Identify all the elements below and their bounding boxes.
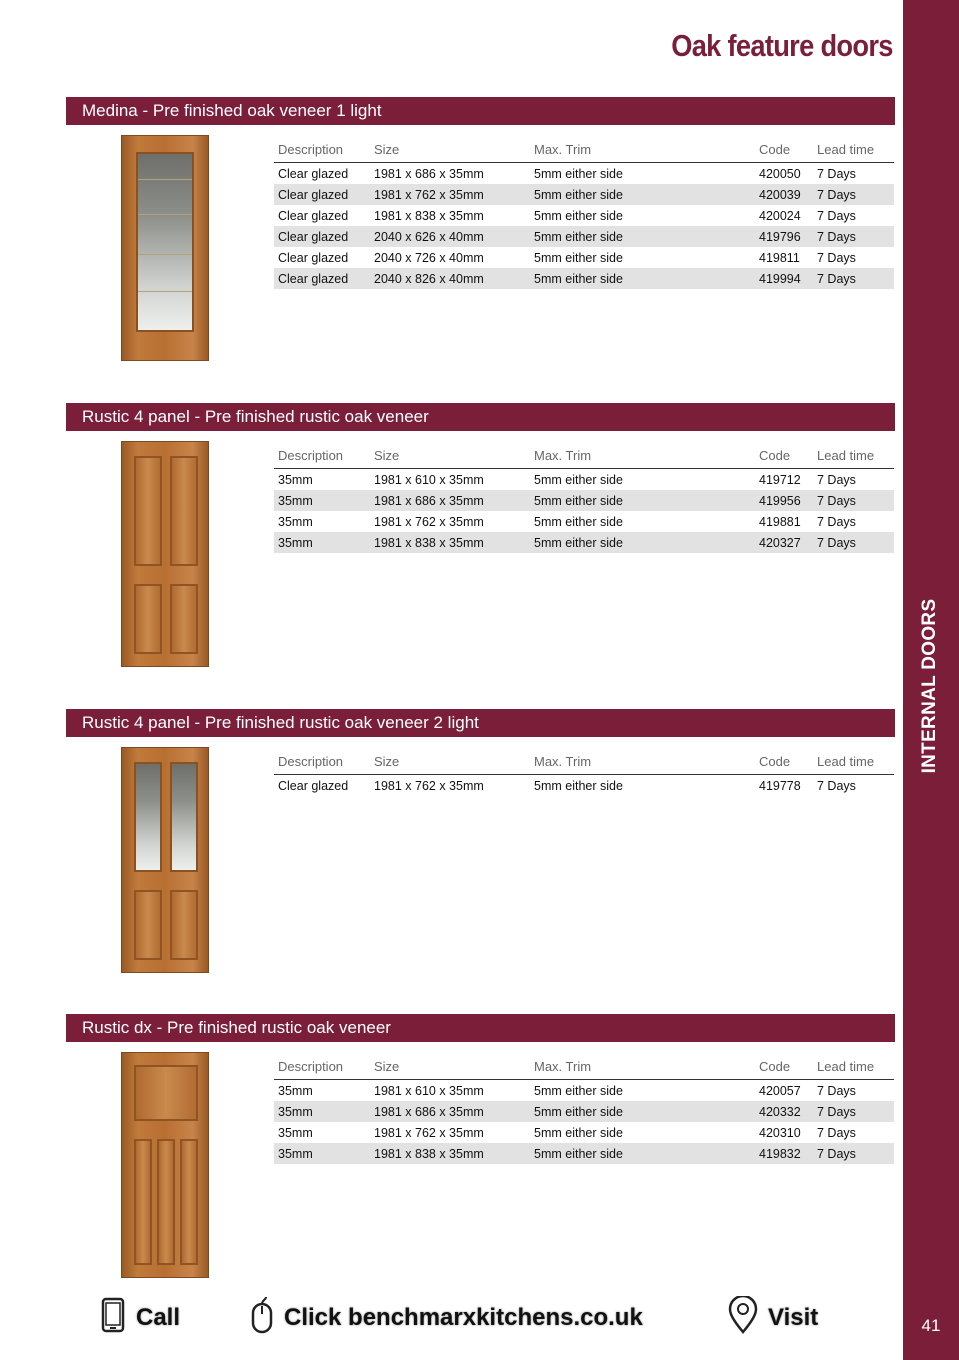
table-row — [274, 1080, 894, 1102]
door-image-medina — [121, 135, 209, 361]
cell: 5mm either side — [534, 778, 623, 793]
cell: 35mm — [274, 1101, 370, 1122]
table-row — [274, 775, 894, 797]
page-title: Oak feature doors — [671, 28, 893, 63]
cell: 7 Days — [817, 1083, 856, 1098]
table-row — [274, 247, 894, 268]
mouse-icon — [250, 1296, 274, 1341]
column-header: Code — [755, 446, 813, 469]
column-header: Description — [274, 752, 370, 775]
cell: 7 Days — [813, 184, 894, 205]
cell: 7 Days — [817, 166, 856, 181]
cell: 1981 x 762 x 35mm — [370, 184, 530, 205]
section-title: Rustic 4 panel - Pre finished rustic oak veneer 2 light — [66, 709, 895, 737]
cell: 7 Days — [817, 472, 856, 487]
table-row — [274, 1122, 894, 1143]
column-header: Lead time — [813, 1057, 894, 1080]
cell: Clear glazed — [278, 250, 349, 265]
table-row — [274, 511, 894, 532]
cell: 5mm either side — [530, 1101, 755, 1122]
column-header: Size — [370, 140, 530, 163]
table-row — [274, 532, 894, 553]
cell: 5mm either side — [534, 250, 623, 265]
cell: 35mm — [274, 490, 370, 511]
column-header: Code — [755, 140, 813, 163]
cell: 7 Days — [813, 1101, 894, 1122]
cell: 7 Days — [813, 226, 894, 247]
cell: 5mm either side — [530, 268, 755, 289]
cell: 419956 — [755, 490, 813, 511]
table-row — [274, 226, 894, 247]
table-row — [274, 1101, 894, 1122]
cell: 5mm either side — [530, 184, 755, 205]
cell: 419778 — [759, 778, 801, 793]
cell: 5mm either side — [534, 1125, 623, 1140]
cell: 5mm either side — [534, 208, 623, 223]
product-section-rustic-dx — [66, 1014, 895, 1161]
column-header: Description — [274, 1057, 370, 1080]
table-row — [274, 469, 894, 491]
cell: 35mm — [274, 1143, 370, 1164]
product-section-rustic-4-panel — [66, 403, 895, 550]
cell: 420024 — [759, 208, 801, 223]
spec-table — [274, 1057, 894, 1164]
phone-icon — [100, 1297, 126, 1340]
cell: 7 Days — [813, 268, 894, 289]
cell: 7 Days — [817, 514, 856, 529]
cell: 2040 x 626 x 40mm — [370, 226, 530, 247]
cell: 7 Days — [817, 1125, 856, 1140]
column-header: Size — [370, 752, 530, 775]
cell: 1981 x 838 x 35mm — [374, 208, 484, 223]
door-image-rustic-2-light — [121, 747, 209, 973]
cell: 35mm — [274, 532, 370, 553]
table-row — [274, 268, 894, 289]
column-header: Lead time — [813, 446, 894, 469]
cell: 5mm either side — [530, 532, 755, 553]
table-row — [274, 163, 894, 185]
cell: Clear glazed — [274, 226, 370, 247]
footer-click[interactable] — [250, 1298, 643, 1338]
page-number: 41 — [921, 1316, 941, 1335]
cell: 35mm — [278, 472, 313, 487]
cell: 5mm either side — [530, 1143, 755, 1164]
product-section-medina — [66, 97, 895, 286]
cell: 419796 — [755, 226, 813, 247]
column-header: Code — [755, 752, 813, 775]
footer-call-label: Call — [136, 1304, 181, 1331]
column-header: Description — [274, 446, 370, 469]
cell: Clear glazed — [278, 778, 349, 793]
cell: 420327 — [755, 532, 813, 553]
spec-table — [274, 752, 894, 796]
cell: Clear glazed — [278, 166, 349, 181]
cell: 1981 x 838 x 35mm — [370, 1143, 530, 1164]
table-row — [274, 205, 894, 226]
cell: 420310 — [759, 1125, 801, 1140]
product-section-rustic-4-panel-2-light — [66, 709, 895, 793]
cell: Clear glazed — [278, 208, 349, 223]
cell: 2040 x 726 x 40mm — [374, 250, 484, 265]
cell: 1981 x 762 x 35mm — [374, 778, 484, 793]
column-header: Size — [370, 446, 530, 469]
door-image-rustic-dx — [121, 1052, 209, 1278]
cell: 419881 — [759, 514, 801, 529]
table-row — [274, 490, 894, 511]
cell: 7 Days — [817, 208, 856, 223]
cell: 35mm — [278, 1125, 313, 1140]
column-header: Code — [755, 1057, 813, 1080]
column-header: Lead time — [813, 752, 894, 775]
cell: 1981 x 686 x 35mm — [370, 490, 530, 511]
cell: 5mm either side — [530, 490, 755, 511]
column-header: Max. Trim — [530, 752, 755, 775]
cell: 419832 — [755, 1143, 813, 1164]
column-header: Max. Trim — [530, 446, 755, 469]
cell: 1981 x 610 x 35mm — [374, 472, 484, 487]
spec-table — [274, 446, 894, 553]
cell: 7 Days — [817, 778, 856, 793]
cell: 419994 — [755, 268, 813, 289]
column-header: Size — [370, 1057, 530, 1080]
footer-visit-label: Visit — [768, 1304, 819, 1331]
spec-table — [274, 140, 894, 289]
cell: 419811 — [759, 250, 800, 265]
cell: 420057 — [759, 1083, 801, 1098]
section-title: Rustic dx - Pre finished rustic oak veneer — [66, 1014, 895, 1042]
section-title: Medina - Pre finished oak veneer 1 light — [66, 97, 895, 125]
cell: 5mm either side — [534, 166, 623, 181]
cell: Clear glazed — [274, 268, 370, 289]
table-row — [274, 184, 894, 205]
cell: 420039 — [755, 184, 813, 205]
cell: 7 Days — [813, 1143, 894, 1164]
section-title: Rustic 4 panel - Pre finished rustic oak veneer — [66, 403, 895, 431]
footer-click-label: Click benchmarxkitchens.co.uk — [284, 1304, 643, 1331]
column-header: Description — [274, 140, 370, 163]
door-glass — [136, 152, 194, 332]
table-row — [274, 1143, 894, 1164]
cell: 1981 x 610 x 35mm — [374, 1083, 484, 1098]
cell: 1981 x 762 x 35mm — [374, 514, 484, 529]
cell: 1981 x 686 x 35mm — [370, 1101, 530, 1122]
footer-visit[interactable] — [728, 1298, 818, 1338]
cell: 1981 x 838 x 35mm — [370, 532, 530, 553]
footer-call[interactable] — [100, 1298, 180, 1338]
cell: 35mm — [278, 1083, 313, 1098]
cell: 7 Days — [817, 250, 856, 265]
cell: 5mm either side — [534, 1083, 623, 1098]
cell: 419712 — [759, 472, 801, 487]
cell: 5mm either side — [534, 472, 623, 487]
cell: Clear glazed — [274, 184, 370, 205]
side-tab-label: INTERNAL DOORS — [919, 598, 940, 774]
cell: 7 Days — [813, 532, 894, 553]
column-header: Max. Trim — [530, 140, 755, 163]
location-pin-icon — [728, 1296, 758, 1341]
column-header: Lead time — [813, 140, 894, 163]
cell: 420050 — [759, 166, 801, 181]
cell: 420332 — [755, 1101, 813, 1122]
cell: 5mm either side — [530, 226, 755, 247]
cell: 1981 x 762 x 35mm — [374, 1125, 484, 1140]
column-header: Max. Trim — [530, 1057, 755, 1080]
cell: 35mm — [278, 514, 313, 529]
cell: 7 Days — [813, 490, 894, 511]
door-image-rustic-4-panel — [121, 441, 209, 667]
cell: 2040 x 826 x 40mm — [370, 268, 530, 289]
cell: 5mm either side — [534, 514, 623, 529]
cell: 1981 x 686 x 35mm — [374, 166, 484, 181]
